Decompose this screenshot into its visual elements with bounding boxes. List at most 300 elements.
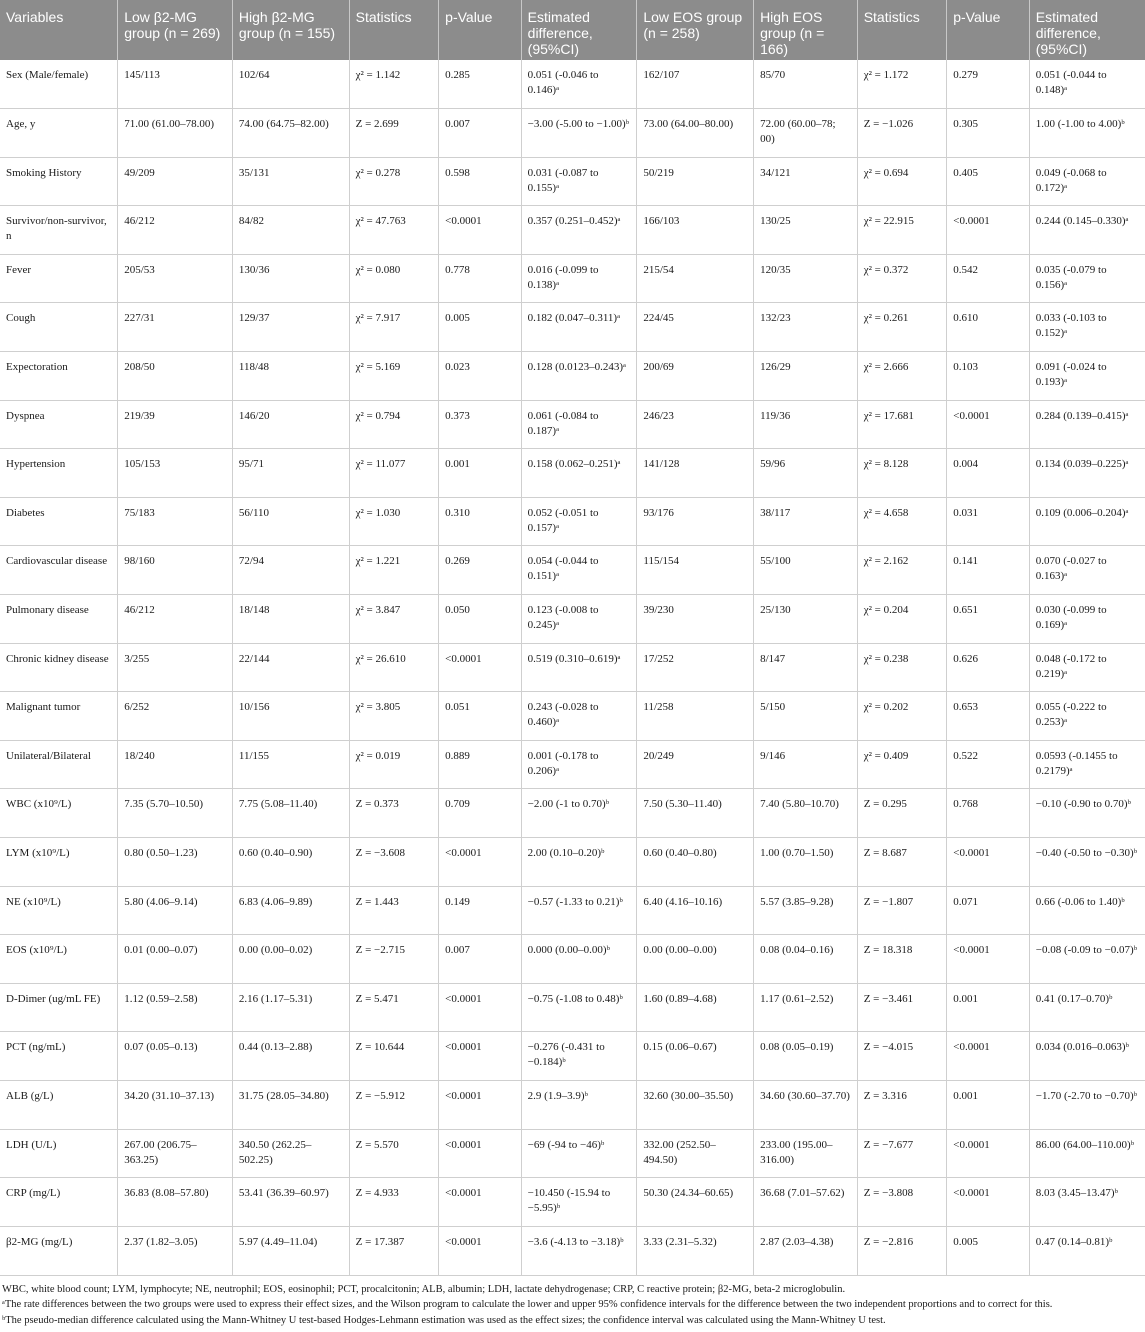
table-footnotes	[0, 1276, 1145, 1329]
table-cell: Z = −2.715	[349, 935, 439, 984]
table-cell: 0.051	[439, 692, 522, 741]
table-cell: 0.279	[947, 60, 1030, 109]
footnote-a: ᵃThe rate differences between the two groups were used to express their effect sizes, and the Wilson program to calculate the lower and upper 95% confidence intervals for the difference between the two independent proportions and to correct for this.	[2, 1299, 1053, 1311]
table-cell: χ² = 0.694	[857, 157, 947, 206]
table-row	[0, 254, 1145, 303]
table-cell: 32.60 (30.00–35.50)	[637, 1080, 754, 1129]
table-row	[0, 109, 1145, 158]
table-cell: <0.0001	[947, 206, 1030, 255]
table-cell: 34.60 (30.60–37.70)	[754, 1080, 858, 1129]
column-header: Estimated difference, (95%CI)	[521, 0, 637, 60]
table-cell: 5.80 (4.06–9.14)	[118, 886, 233, 935]
table-cell: χ² = 1.142	[349, 60, 439, 109]
table-cell: χ² = 0.372	[857, 254, 947, 303]
table-row	[0, 497, 1145, 546]
table-cell: χ² = 11.077	[349, 449, 439, 498]
table-cell: 0.269	[439, 546, 522, 595]
variable-cell: Hypertension	[0, 449, 118, 498]
table-cell: −2.00 (-1 to 0.70)ᵇ	[521, 789, 637, 838]
table-cell: 0.128 (0.0123–0.243)ᵃ	[521, 352, 637, 401]
table-cell: 0.357 (0.251–0.452)ᵃ	[521, 206, 637, 255]
table-cell: <0.0001	[439, 1226, 522, 1275]
table-cell: 0.123 (-0.008 to 0.245)ᵃ	[521, 595, 637, 644]
table-cell: 0.031	[947, 497, 1030, 546]
table-cell: 224/45	[637, 303, 754, 352]
table-cell: 0.023	[439, 352, 522, 401]
table-cell: 132/23	[754, 303, 858, 352]
table-cell: 0.00 (0.00–0.02)	[232, 935, 349, 984]
table-cell: 7.50 (5.30–11.40)	[637, 789, 754, 838]
table-cell: 8.03 (3.45–13.47)ᵇ	[1029, 1178, 1145, 1227]
table-cell: χ² = 4.658	[857, 497, 947, 546]
table-row	[0, 449, 1145, 498]
table-cell: 0.41 (0.17–0.70)ᵇ	[1029, 983, 1145, 1032]
table-cell: 2.16 (1.17–5.31)	[232, 983, 349, 1032]
column-header: Low β2-MG group (n = 269)	[118, 0, 233, 60]
table-cell: 1.00 (-1.00 to 4.00)ᵇ	[1029, 109, 1145, 158]
table-cell: 102/64	[232, 60, 349, 109]
table-cell: 3/255	[118, 643, 233, 692]
table-cell: 246/23	[637, 400, 754, 449]
table-cell: Z = 0.373	[349, 789, 439, 838]
table-cell: 0.052 (-0.051 to 0.157)ᵃ	[521, 497, 637, 546]
table-header	[0, 0, 1145, 60]
table-cell: χ² = 8.128	[857, 449, 947, 498]
table-cell: 145/113	[118, 60, 233, 109]
table-cell: −0.75 (-1.08 to 0.48)ᵇ	[521, 983, 637, 1032]
table-row	[0, 740, 1145, 789]
table-cell: 0.285	[439, 60, 522, 109]
table-cell: 0.243 (-0.028 to 0.460)ᵃ	[521, 692, 637, 741]
table-cell: −69 (-94 to −46)ᵇ	[521, 1129, 637, 1178]
table-cell: χ² = 1.030	[349, 497, 439, 546]
table-cell: Z = −1.026	[857, 109, 947, 158]
table-row	[0, 692, 1145, 741]
variable-cell: Chronic kidney disease	[0, 643, 118, 692]
table-cell: −0.40 (-0.50 to −0.30)ᵇ	[1029, 838, 1145, 887]
table-cell: −10.450 (-15.94 to −5.95)ᵇ	[521, 1178, 637, 1227]
table-cell: 2.37 (1.82–3.05)	[118, 1226, 233, 1275]
table-cell: 205/53	[118, 254, 233, 303]
table-cell: 1.17 (0.61–2.52)	[754, 983, 858, 1032]
table-cell: 0.054 (-0.044 to 0.151)ᵃ	[521, 546, 637, 595]
table-cell: 0.016 (-0.099 to 0.138)ᵃ	[521, 254, 637, 303]
table-cell: 31.75 (28.05–34.80)	[232, 1080, 349, 1129]
table-cell: 0.109 (0.006–0.204)ᵃ	[1029, 497, 1145, 546]
variable-cell: EOS (x10⁹/L)	[0, 935, 118, 984]
variable-cell: PCT (ng/mL)	[0, 1032, 118, 1081]
table-cell: 18/240	[118, 740, 233, 789]
variable-cell: WBC (x10⁹/L)	[0, 789, 118, 838]
table-cell: <0.0001	[439, 1129, 522, 1178]
table-cell: 5/150	[754, 692, 858, 741]
table-cell: χ² = 0.794	[349, 400, 439, 449]
table-cell: 0.182 (0.047–0.311)ᵃ	[521, 303, 637, 352]
table-cell: 49/209	[118, 157, 233, 206]
table-cell: 0.048 (-0.172 to 0.219)ᵃ	[1029, 643, 1145, 692]
table-cell: 340.50 (262.25–502.25)	[232, 1129, 349, 1178]
table-cell: 130/36	[232, 254, 349, 303]
table-cell: 2.87 (2.03–4.38)	[754, 1226, 858, 1275]
table-cell: <0.0001	[947, 1129, 1030, 1178]
table-cell: Z = −5.912	[349, 1080, 439, 1129]
table-row	[0, 1032, 1145, 1081]
table-cell: 0.049 (-0.068 to 0.172)ᵃ	[1029, 157, 1145, 206]
table-cell: Z = −3.461	[857, 983, 947, 1032]
table-cell: 1.60 (0.89–4.68)	[637, 983, 754, 1032]
table-cell: χ² = 3.805	[349, 692, 439, 741]
table-cell: 34/121	[754, 157, 858, 206]
table-cell: 0.284 (0.139–0.415)ᵃ	[1029, 400, 1145, 449]
variable-cell: Pulmonary disease	[0, 595, 118, 644]
table-cell: 95/71	[232, 449, 349, 498]
column-header: p-Value	[439, 0, 522, 60]
table-cell: 129/37	[232, 303, 349, 352]
table-cell: 93/176	[637, 497, 754, 546]
table-cell: 0.01 (0.00–0.07)	[118, 935, 233, 984]
table-cell: 119/36	[754, 400, 858, 449]
table-cell: 11/258	[637, 692, 754, 741]
variable-cell: β2-MG (mg/L)	[0, 1226, 118, 1275]
variable-cell: CRP (mg/L)	[0, 1178, 118, 1227]
table-cell: χ² = 22.915	[857, 206, 947, 255]
table-cell: Z = 5.570	[349, 1129, 439, 1178]
column-header: p-Value	[947, 0, 1030, 60]
table-cell: 200/69	[637, 352, 754, 401]
variable-cell: NE (x10⁹/L)	[0, 886, 118, 935]
table-cell: 0.519 (0.310–0.619)ᵃ	[521, 643, 637, 692]
table-cell: 6.40 (4.16–10.16)	[637, 886, 754, 935]
table-cell: 0.244 (0.145–0.330)ᵃ	[1029, 206, 1145, 255]
table-body	[0, 60, 1145, 1275]
table-row	[0, 789, 1145, 838]
table-cell: Z = 0.295	[857, 789, 947, 838]
table-cell: 71.00 (61.00–78.00)	[118, 109, 233, 158]
table-cell: 0.091 (-0.024 to 0.193)ᵃ	[1029, 352, 1145, 401]
table-cell: 0.103	[947, 352, 1030, 401]
table-cell: −0.08 (-0.09 to −0.07)ᵇ	[1029, 935, 1145, 984]
column-header: Variables	[0, 0, 118, 60]
table-cell: 0.071	[947, 886, 1030, 935]
table-cell: <0.0001	[439, 206, 522, 255]
table-cell: χ² = 0.409	[857, 740, 947, 789]
table-cell: 0.626	[947, 643, 1030, 692]
table-cell: 53.41 (36.39–60.97)	[232, 1178, 349, 1227]
table-cell: 6/252	[118, 692, 233, 741]
table-cell: 118/48	[232, 352, 349, 401]
table-cell: 11/155	[232, 740, 349, 789]
table-cell: 1.12 (0.59–2.58)	[118, 983, 233, 1032]
column-header: High EOS group (n = 166)	[754, 0, 858, 60]
table-cell: 0.051 (-0.044 to 0.148)ᵃ	[1029, 60, 1145, 109]
table-row	[0, 157, 1145, 206]
table-cell: 59/96	[754, 449, 858, 498]
table-cell: 84/82	[232, 206, 349, 255]
table-cell: 5.57 (3.85–9.28)	[754, 886, 858, 935]
table-cell: 72.00 (60.00–78; 00)	[754, 109, 858, 158]
table-cell: 50.30 (24.34–60.65)	[637, 1178, 754, 1227]
table-cell: 36.68 (7.01–57.62)	[754, 1178, 858, 1227]
table-cell: 74.00 (64.75–82.00)	[232, 109, 349, 158]
table-cell: 46/212	[118, 206, 233, 255]
table-cell: χ² = 26.610	[349, 643, 439, 692]
table-cell: 0.60 (0.40–0.90)	[232, 838, 349, 887]
table-cell: χ² = 0.238	[857, 643, 947, 692]
table-cell: 0.44 (0.13–2.88)	[232, 1032, 349, 1081]
table-cell: Z = 2.699	[349, 109, 439, 158]
table-cell: 267.00 (206.75–363.25)	[118, 1129, 233, 1178]
variable-cell: Smoking History	[0, 157, 118, 206]
table-row	[0, 1080, 1145, 1129]
table-cell: 2.00 (0.10–0.20)ᵇ	[521, 838, 637, 887]
table-cell: 2.9 (1.9–3.9)ᵇ	[521, 1080, 637, 1129]
table-cell: χ² = 2.666	[857, 352, 947, 401]
variable-cell: Age, y	[0, 109, 118, 158]
table-cell: 5.97 (4.49–11.04)	[232, 1226, 349, 1275]
table-cell: 72/94	[232, 546, 349, 595]
table-cell: 0.0593 (-0.1455 to 0.2179)ᵃ	[1029, 740, 1145, 789]
table-cell: <0.0001	[947, 1032, 1030, 1081]
table-cell: −3.00 (-5.00 to −1.00)ᵇ	[521, 109, 637, 158]
table-cell: 0.149	[439, 886, 522, 935]
table-cell: 0.001	[947, 1080, 1030, 1129]
table-cell: 34.20 (31.10–37.13)	[118, 1080, 233, 1129]
table-cell: 8/147	[754, 643, 858, 692]
table-cell: 0.709	[439, 789, 522, 838]
table-cell: 0.08 (0.04–0.16)	[754, 935, 858, 984]
table-cell: Z = −2.816	[857, 1226, 947, 1275]
table-cell: 85/70	[754, 60, 858, 109]
column-header: Statistics	[857, 0, 947, 60]
table-row	[0, 352, 1145, 401]
table-cell: 0.001 (-0.178 to 0.206)ᵃ	[521, 740, 637, 789]
table-cell: 0.08 (0.05–0.19)	[754, 1032, 858, 1081]
table-cell: χ² = 1.221	[349, 546, 439, 595]
table-cell: χ² = 3.847	[349, 595, 439, 644]
table-cell: 1.00 (0.70–1.50)	[754, 838, 858, 887]
table-cell: 7.75 (5.08–11.40)	[232, 789, 349, 838]
table-cell: 36.83 (8.08–57.80)	[118, 1178, 233, 1227]
table-cell: <0.0001	[947, 400, 1030, 449]
table-cell: 126/29	[754, 352, 858, 401]
table-cell: 0.061 (-0.084 to 0.187)ᵃ	[521, 400, 637, 449]
table-row	[0, 60, 1145, 109]
table-cell: Z = 10.644	[349, 1032, 439, 1081]
table-cell: 0.001	[947, 983, 1030, 1032]
column-header: Low EOS group (n = 258)	[637, 0, 754, 60]
table-cell: 22/144	[232, 643, 349, 692]
table-cell: Z = 1.443	[349, 886, 439, 935]
table-cell: 0.004	[947, 449, 1030, 498]
table-cell: 120/35	[754, 254, 858, 303]
table-cell: χ² = 0.204	[857, 595, 947, 644]
table-cell: 0.60 (0.40–0.80)	[637, 838, 754, 887]
table-cell: 162/107	[637, 60, 754, 109]
table-row	[0, 1178, 1145, 1227]
table-cell: χ² = 0.261	[857, 303, 947, 352]
table-cell: 0.051 (-0.046 to 0.146)ᵃ	[521, 60, 637, 109]
table-row	[0, 400, 1145, 449]
table-cell: χ² = 47.763	[349, 206, 439, 255]
table-cell: 105/153	[118, 449, 233, 498]
table-cell: 0.050	[439, 595, 522, 644]
table-cell: 0.07 (0.05–0.13)	[118, 1032, 233, 1081]
variable-cell: LYM (x10⁹/L)	[0, 838, 118, 887]
table-cell: 0.134 (0.039–0.225)ᵃ	[1029, 449, 1145, 498]
table-row	[0, 838, 1145, 887]
table-cell: 0.66 (-0.06 to 1.40)ᵇ	[1029, 886, 1145, 935]
table-cell: 0.005	[947, 1226, 1030, 1275]
variable-cell: Diabetes	[0, 497, 118, 546]
table-cell: Z = 18.318	[857, 935, 947, 984]
table-cell: 7.40 (5.80–10.70)	[754, 789, 858, 838]
table-cell: <0.0001	[439, 983, 522, 1032]
variable-cell: LDH (U/L)	[0, 1129, 118, 1178]
table-cell: 208/50	[118, 352, 233, 401]
table-cell: 0.653	[947, 692, 1030, 741]
table-cell: χ² = 0.278	[349, 157, 439, 206]
table-cell: <0.0001	[439, 643, 522, 692]
table-cell: 0.651	[947, 595, 1030, 644]
table-cell: −3.6 (-4.13 to −3.18)ᵇ	[521, 1226, 637, 1275]
abbreviations-note: WBC, white blood count; LYM, lymphocyte; NE, neutrophil; EOS, eosinophil; PCT, procalcitonin; ALB, albumin; LDH, lactate dehydrogenase; CRP, C reactive protein; β2-MG, beta-2 microglobulin.	[2, 1283, 846, 1295]
table-cell: <0.0001	[439, 1080, 522, 1129]
table-row	[0, 206, 1145, 255]
variable-cell: Fever	[0, 254, 118, 303]
table-row	[0, 935, 1145, 984]
table-cell: 75/183	[118, 497, 233, 546]
table-cell: 0.610	[947, 303, 1030, 352]
variable-cell: Dyspnea	[0, 400, 118, 449]
table-cell: <0.0001	[947, 838, 1030, 887]
table-row	[0, 643, 1145, 692]
table-cell: 0.007	[439, 109, 522, 158]
table-cell: 10/156	[232, 692, 349, 741]
table-cell: 25/130	[754, 595, 858, 644]
table-cell: 0.15 (0.06–0.67)	[637, 1032, 754, 1081]
table-cell: 0.034 (0.016–0.063)ᵇ	[1029, 1032, 1145, 1081]
column-header: Estimated difference, (95%CI)	[1029, 0, 1145, 60]
table-row	[0, 886, 1145, 935]
variable-cell: Malignant tumor	[0, 692, 118, 741]
table-row	[0, 983, 1145, 1032]
table-cell: 0.768	[947, 789, 1030, 838]
table-cell: −0.57 (-1.33 to 0.21)ᵇ	[521, 886, 637, 935]
variable-cell: Expectoration	[0, 352, 118, 401]
table-cell: <0.0001	[439, 1178, 522, 1227]
table-cell: χ² = 1.172	[857, 60, 947, 109]
table-cell: χ² = 5.169	[349, 352, 439, 401]
table-cell: <0.0001	[439, 838, 522, 887]
table-cell: 227/31	[118, 303, 233, 352]
table-row	[0, 1129, 1145, 1178]
table-cell: 0.007	[439, 935, 522, 984]
table-cell: 115/154	[637, 546, 754, 595]
table-cell: 233.00 (195.00–316.00)	[754, 1129, 858, 1178]
variable-cell: D-Dimer (ug/mL FE)	[0, 983, 118, 1032]
table-cell: 55/100	[754, 546, 858, 595]
table-cell: <0.0001	[439, 1032, 522, 1081]
table-cell: χ² = 0.080	[349, 254, 439, 303]
table-cell: 332.00 (252.50–494.50)	[637, 1129, 754, 1178]
column-header: High β2-MG group (n = 155)	[232, 0, 349, 60]
table-cell: 17/252	[637, 643, 754, 692]
table-cell: 0.005	[439, 303, 522, 352]
table-cell: 166/103	[637, 206, 754, 255]
variable-cell: Unilateral/Bilateral	[0, 740, 118, 789]
table-cell: 215/54	[637, 254, 754, 303]
table-cell: Z = 17.387	[349, 1226, 439, 1275]
table-cell: Z = −4.015	[857, 1032, 947, 1081]
table-cell: Z = −3.808	[857, 1178, 947, 1227]
table-cell: Z = 5.471	[349, 983, 439, 1032]
table-cell: 0.778	[439, 254, 522, 303]
table-cell: 0.80 (0.50–1.23)	[118, 838, 233, 887]
table-cell: 0.000 (0.00–0.00)ᵇ	[521, 935, 637, 984]
table-cell: χ² = 17.681	[857, 400, 947, 449]
variable-cell: Sex (Male/female)	[0, 60, 118, 109]
table-cell: 38/117	[754, 497, 858, 546]
table-cell: Z = −7.677	[857, 1129, 947, 1178]
variable-cell: Survivor/non-survivor, n	[0, 206, 118, 255]
table-cell: 0.055 (-0.222 to 0.253)ᵃ	[1029, 692, 1145, 741]
table-cell: 73.00 (64.00–80.00)	[637, 109, 754, 158]
table-cell: 18/148	[232, 595, 349, 644]
table-row	[0, 595, 1145, 644]
table-cell: 0.542	[947, 254, 1030, 303]
table-cell: 0.310	[439, 497, 522, 546]
table-cell: 219/39	[118, 400, 233, 449]
table-row	[0, 303, 1145, 352]
table-cell: 0.141	[947, 546, 1030, 595]
table-cell: <0.0001	[947, 935, 1030, 984]
table-cell: χ² = 0.202	[857, 692, 947, 741]
table-cell: 86.00 (64.00–110.00)ᵇ	[1029, 1129, 1145, 1178]
table-cell: 0.00 (0.00–0.00)	[637, 935, 754, 984]
table-cell: 0.033 (-0.103 to 0.152)ᵃ	[1029, 303, 1145, 352]
table-row	[0, 1226, 1145, 1275]
table-cell: 7.35 (5.70–10.50)	[118, 789, 233, 838]
table-cell: Z = −3.608	[349, 838, 439, 887]
table-cell: 0.158 (0.062–0.251)ᵃ	[521, 449, 637, 498]
header-row	[0, 0, 1145, 60]
table-cell: 0.522	[947, 740, 1030, 789]
table-cell: 0.070 (-0.027 to 0.163)ᵃ	[1029, 546, 1145, 595]
table-cell: 50/219	[637, 157, 754, 206]
table-cell: 98/160	[118, 546, 233, 595]
variable-cell: Cough	[0, 303, 118, 352]
table-cell: 146/20	[232, 400, 349, 449]
variable-cell: Cardiovascular disease	[0, 546, 118, 595]
table-cell: Z = −1.807	[857, 886, 947, 935]
table-cell: Z = 4.933	[349, 1178, 439, 1227]
table-cell: 0.373	[439, 400, 522, 449]
table-cell: 35/131	[232, 157, 349, 206]
table-cell: 56/110	[232, 497, 349, 546]
table-cell: 0.001	[439, 449, 522, 498]
table-cell: 0.035 (-0.079 to 0.156)ᵃ	[1029, 254, 1145, 303]
table-cell: 39/230	[637, 595, 754, 644]
table-cell: χ² = 0.019	[349, 740, 439, 789]
table-cell: 9/146	[754, 740, 858, 789]
variable-cell: ALB (g/L)	[0, 1080, 118, 1129]
table-cell: χ² = 7.917	[349, 303, 439, 352]
table-cell: <0.0001	[947, 1178, 1030, 1227]
table-cell: 3.33 (2.31–5.32)	[637, 1226, 754, 1275]
table-cell: 6.83 (4.06–9.89)	[232, 886, 349, 935]
table-cell: χ² = 2.162	[857, 546, 947, 595]
table-cell: −0.276 (-0.431 to −0.184)ᵇ	[521, 1032, 637, 1081]
